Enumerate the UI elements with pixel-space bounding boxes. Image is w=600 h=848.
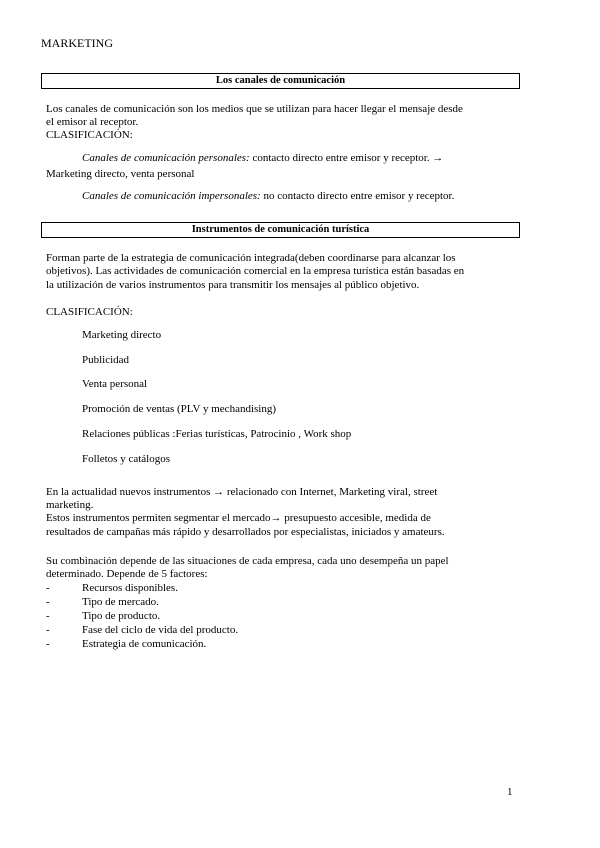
- instrument-item: Folletos y catálogos: [82, 453, 170, 465]
- instrument-item: Relaciones públicas :Ferias turísticas, Patrocinio , Work shop: [82, 428, 352, 440]
- bullet-icon: [46, 378, 56, 388]
- item-text: no contacto directo entre emisor y receptor.: [260, 190, 455, 202]
- bullet-icon: [46, 329, 56, 339]
- section2-new-instruments-line1: En la actualidad nuevos instrumentos → relacionado con Internet, Marketing viral, street: [46, 486, 438, 498]
- factor-item: Tipo de producto.: [82, 610, 161, 622]
- instrument-item: Venta personal: [82, 378, 148, 390]
- section2-segment-line1: Estos instrumentos permiten segmentar el mercado→ presupuesto accesible, medida de: [46, 512, 431, 524]
- instrument-item: Publicidad: [82, 354, 130, 366]
- instrument-item: Marketing directo: [82, 329, 162, 341]
- item-label: Canales de comunicación impersonales:: [82, 190, 261, 202]
- section1-item-impersonales: [82, 190, 454, 203]
- bullet-icon: [46, 428, 56, 438]
- dash-marker: -: [46, 582, 50, 594]
- section1-clasificacion-label: CLASIFICACIÓN:: [46, 129, 133, 141]
- dash-marker: -: [46, 596, 50, 608]
- bullet-icon: [46, 190, 56, 200]
- section2-clasificacion-label: CLASIFICACIÓN:: [46, 306, 133, 318]
- item-label: Canales de comunicación personales:: [82, 152, 250, 164]
- section2-combination-line2: determinado. Depende de 5 factores:: [46, 568, 208, 580]
- factor-item: Estrategia de comunicación.: [82, 638, 207, 650]
- dash-marker: -: [46, 610, 50, 622]
- document-header-title: MARKETING: [41, 36, 113, 50]
- section2-intro-line2: objetivos). Las actividades de comunicación comercial en la empresa turística están basadas en: [46, 265, 465, 277]
- item-text: contacto directo entre emisor y receptor. →: [249, 152, 444, 164]
- bullet-icon: [46, 403, 56, 413]
- section-heading-instrumentos: Instrumentos de comunicación turística: [41, 222, 520, 238]
- section1-item-personales: [82, 152, 443, 165]
- section1-item-personales-continuation: Marketing directo, venta personal: [46, 168, 195, 180]
- section-heading-canales: Los canales de comunicación: [41, 73, 520, 89]
- factor-item: Recursos disponibles.: [82, 582, 178, 594]
- bullet-icon: [46, 354, 56, 364]
- bullet-icon: [46, 453, 56, 463]
- section1-intro-line2: el emisor al receptor.: [46, 116, 139, 128]
- page-number: 1: [507, 786, 513, 798]
- dash-marker: -: [46, 624, 50, 636]
- factor-item: Fase del ciclo de vida del producto.: [82, 624, 239, 636]
- factor-item: Tipo de mercado.: [82, 596, 159, 608]
- bullet-icon: [46, 152, 56, 162]
- section2-intro-line3: la utilización de varios instrumentos para transmitir los mensajes al público objetivo.: [46, 279, 420, 291]
- section2-new-instruments-line2: marketing.: [46, 499, 94, 511]
- section1-intro-line1: Los canales de comunicación son los medios que se utilizan para hacer llegar el mensaje desde: [46, 103, 463, 115]
- section2-combination-line1: Su combinación depende de las situaciones de cada empresa, cada uno desempeña un papel: [46, 555, 449, 567]
- instrument-item: Promoción de ventas (PLV y mechandising): [82, 403, 277, 415]
- section2-intro-line1: Forman parte de la estrategia de comunicación integrada(deben coordinarse para alcanzar los: [46, 252, 456, 264]
- dash-marker: -: [46, 638, 50, 650]
- section2-segment-line2: resultados de campañas más rápido y desarrollados por especialistas, iniciados y amateurs.: [46, 526, 445, 538]
